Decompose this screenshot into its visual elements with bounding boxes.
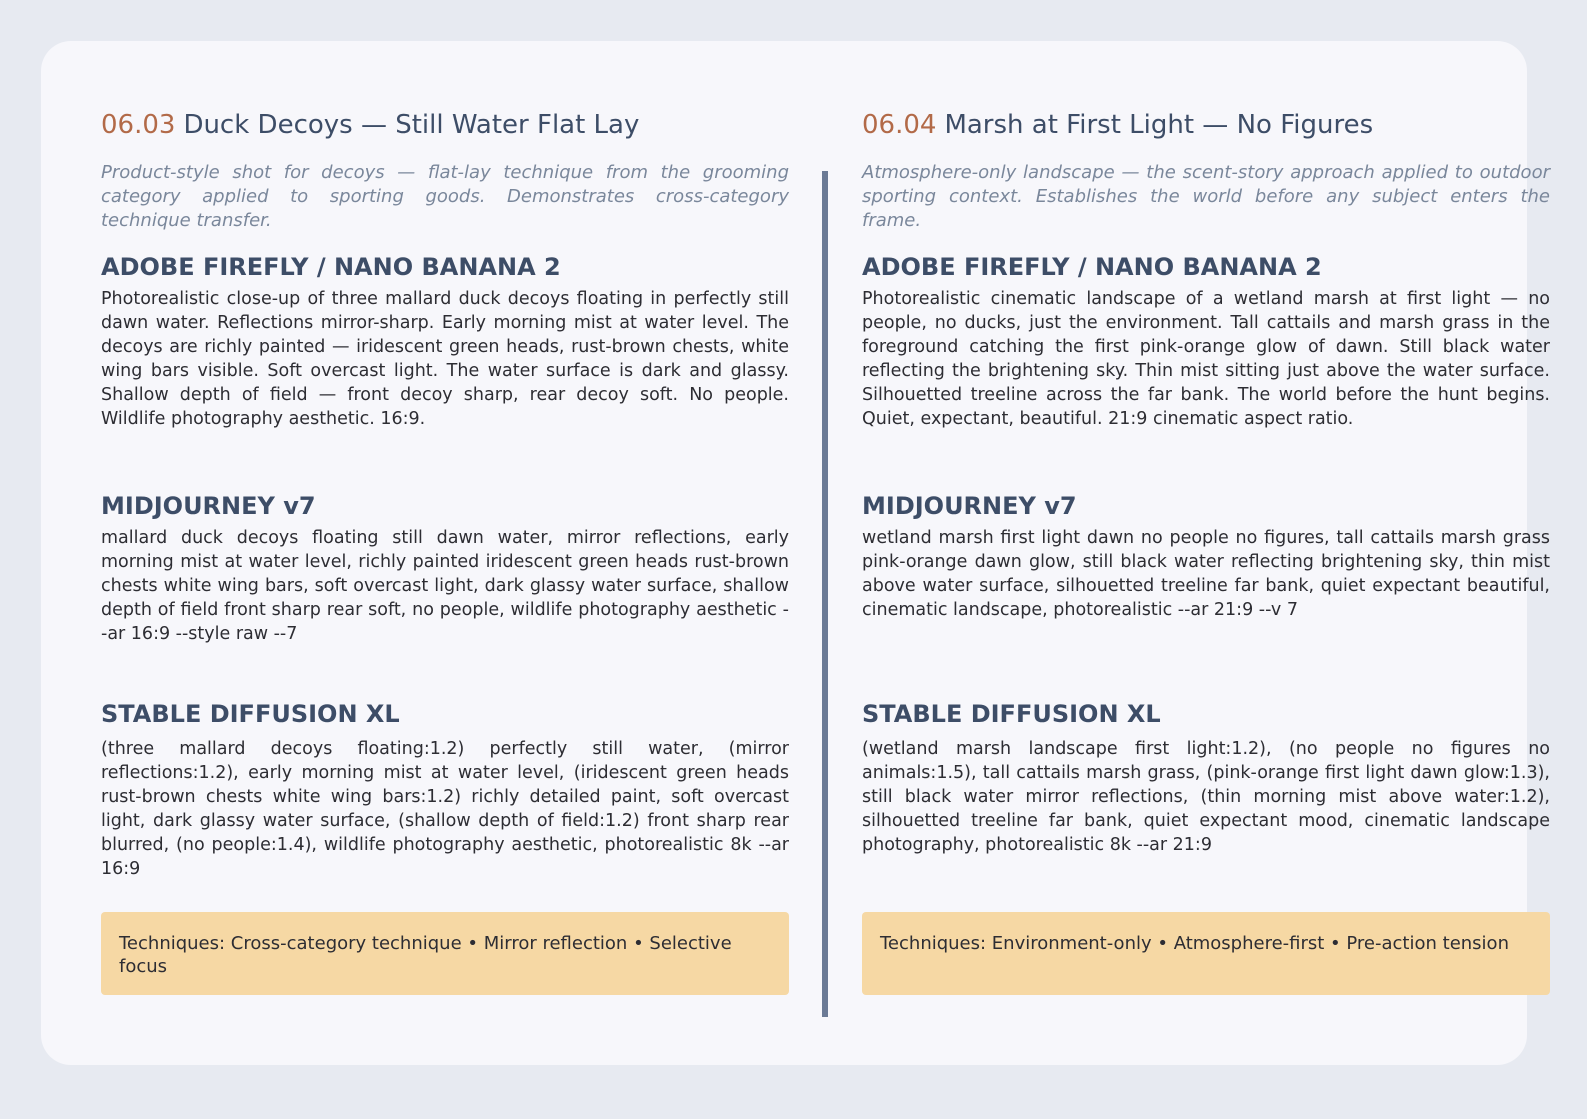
sdxl-prompt: (three mallard decoys floating:1.2) perfectly still water, (mirror reflections:1.2), early morning mist at water level, (iridescent green heads rust-brown chests white wing bars:1.2) richly detailed paint, soft overcast light, dark glassy water surface, (shallow depth of field:1.2) front sharp rear blurred, (no people:1.4), wildlife photography aesthetic, photorealistic 8k --ar 16:9 bbox=[101, 739, 789, 879]
firefly-prompt: Photorealistic close-up of three mallard duck decoys floating in perfectly still dawn water. Reflections mirror-sharp. Early morning mist at water level. The decoys are richly painted — iridescent green heads, rust-brown chests, white wing bars visible. Soft overcast light. The water surface is dark and glassy. Shallow depth of field — front decoy sharp, rear decoy soft. No people. Wildlife photography aesthetic. 16:9. bbox=[101, 289, 789, 429]
sdxl-heading: STABLE DIFFUSION XL bbox=[862, 700, 1161, 728]
firefly-heading: ADOBE FIREFLY / NANO BANANA 2 bbox=[862, 253, 1322, 281]
sdxl-prompt: (wetland marsh landscape first light:1.2), (no people no figures no animals:1.5), tall cattails marsh grass, (pink-orange first light dawn glow:1.3), still black water mirror reflections, (thin morning mist above water:1.2), silhouetted treeline far bank, quiet expectant mood, cinematic landscape photography, photorealistic 8k --ar 21:9 bbox=[862, 739, 1550, 855]
sdxl-heading: STABLE DIFFUSION XL bbox=[101, 700, 400, 728]
section-title bbox=[101, 105, 639, 145]
section-intro: Product-style shot for decoys — flat-lay technique from the grooming category applied to sporting goods. Demonstrates cross-category technique transfer. bbox=[101, 162, 789, 231]
section-number: 06.04 bbox=[862, 110, 937, 140]
midjourney-prompt: mallard duck decoys floating still dawn water, mirror reflections, early morning mist at water level, richly painted iridescent green heads rust-brown chests white wing bars, soft overcast light, dark glassy water surface, shallow depth of field front sharp rear soft, no people, wildlife photography aesthetic --ar 16:9 --style raw --7 bbox=[101, 528, 789, 644]
section-title-text: Marsh at First Light — No Figures bbox=[944, 110, 1374, 140]
section-intro: Atmosphere-only landscape — the scent-story approach applied to outdoor sporting context. Establishes the world before any subject enters the frame. bbox=[862, 162, 1550, 231]
techniques-box: Techniques: Environment-only • Atmosphere-first • Pre-action tension bbox=[862, 912, 1550, 995]
firefly-prompt: Photorealistic cinematic landscape of a wetland marsh at first light — no people, no ducks, just the environment. Tall cattails and marsh grass in the foreground catching the first pink-orange glow of dawn. Still black water reflecting the brightening sky. Thin mist sitting just above the water surface. Silhouetted treeline across the far bank. The world before the hunt begins. Quiet, expectant, beautiful. 21:9 cinematic aspect ratio. bbox=[862, 289, 1550, 429]
midjourney-heading: MIDJOURNEY v7 bbox=[862, 492, 1077, 520]
midjourney-heading: MIDJOURNEY v7 bbox=[101, 492, 316, 520]
content-card bbox=[41, 41, 1550, 1065]
column-divider bbox=[822, 171, 828, 1017]
section-title bbox=[862, 105, 1373, 145]
firefly-heading: ADOBE FIREFLY / NANO BANANA 2 bbox=[101, 253, 561, 281]
midjourney-prompt: wetland marsh first light dawn no people no figures, tall cattails marsh grass pink-orange dawn glow, still black water reflecting brightening sky, thin mist above water surface, silhouetted treeline far bank, quiet expectant beautiful, cinematic landscape, photorealistic --ar 21:9 --v 7 bbox=[862, 528, 1550, 620]
section-title-text: Duck Decoys — Still Water Flat Lay bbox=[183, 110, 640, 140]
section-number: 06.03 bbox=[101, 110, 176, 140]
techniques-box: Techniques: Cross-category technique • Mirror reflection • Selective focus bbox=[101, 912, 789, 995]
